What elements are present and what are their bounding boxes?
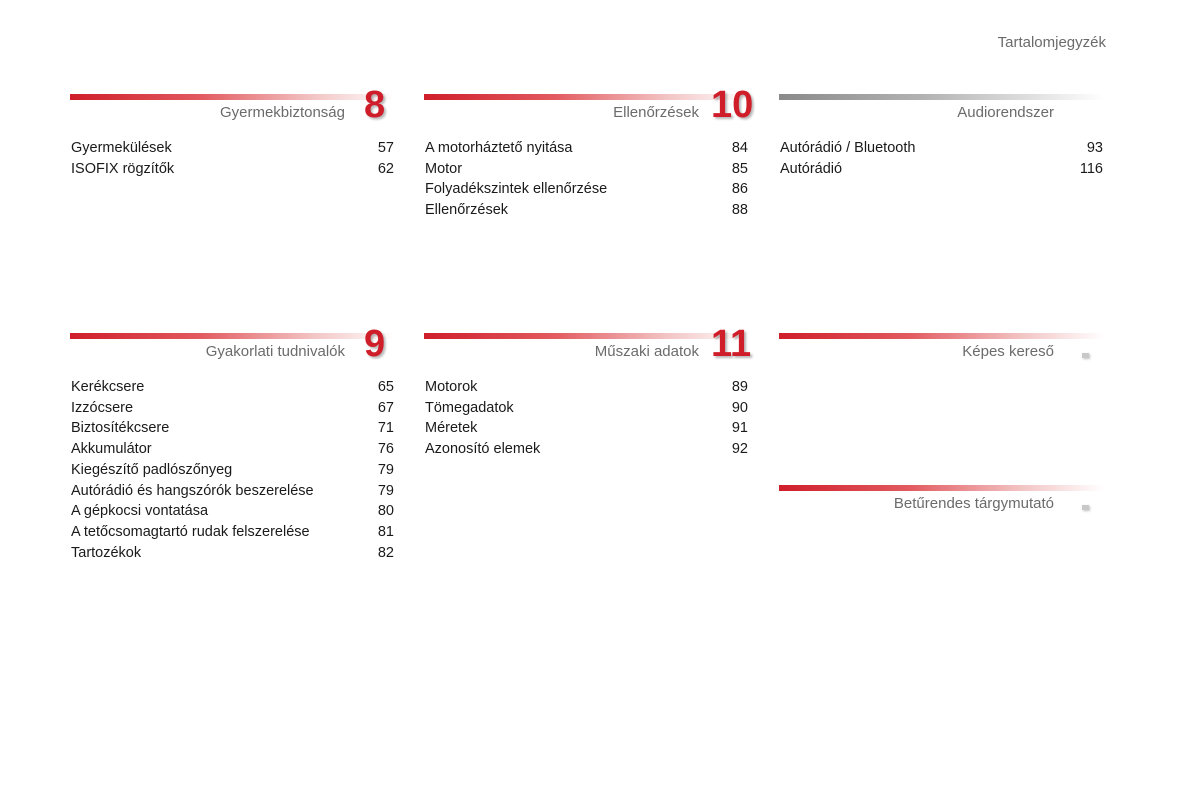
toc-entry-page: 62 [377, 160, 394, 177]
toc-entry-page: 71 [377, 420, 394, 437]
section-number: 9 [364, 323, 386, 365]
toc-entry[interactable] [425, 418, 748, 439]
toc-entry-label: Izzócsere [71, 399, 134, 416]
section-title[interactable]: Audiorendszer [957, 104, 1054, 121]
toc-entry-label: Kerékcsere [71, 379, 145, 395]
toc-list [71, 377, 394, 563]
toc-entry[interactable] [780, 159, 1103, 180]
section-number: 8 [364, 84, 386, 126]
toc-entry-page: 80 [377, 503, 394, 520]
section-title[interactable]: Képes kereső [962, 343, 1054, 360]
section-bar [70, 333, 395, 339]
toc-entry-page: 79 [377, 482, 394, 499]
section-title[interactable]: Műszaki adatok [594, 343, 699, 360]
toc-entry[interactable] [71, 460, 394, 481]
toc-entry[interactable] [425, 439, 748, 460]
section-bar [779, 94, 1104, 100]
toc-entry[interactable] [425, 159, 748, 180]
toc-entry-page: 79 [377, 461, 394, 478]
toc-entry-label: Akkumulátor [71, 441, 152, 458]
toc-entry[interactable] [71, 398, 394, 419]
toc-entry-label: Azonosító elemek [425, 441, 541, 458]
toc-entry[interactable] [71, 377, 394, 398]
toc-entry-label: Méretek [425, 420, 478, 437]
toc-entry-page: 91 [731, 420, 748, 437]
toc-entry[interactable] [71, 159, 394, 180]
toc-entry-page: 92 [731, 441, 748, 458]
toc-entry-page: 81 [377, 523, 394, 540]
section-bar [424, 333, 749, 339]
toc-entry-label: Gyermekülések [71, 140, 172, 156]
toc-entry-page: 67 [377, 399, 394, 416]
toc-entry-page: 76 [377, 441, 394, 458]
toc-entry-label: Motorok [425, 379, 478, 395]
toc-entry-label: Tömegadatok [425, 399, 514, 416]
toc-entry[interactable] [71, 543, 394, 564]
toc-entry-label: Biztosítékcsere [71, 420, 170, 437]
toc-entry-label: Tartozékok [71, 544, 142, 561]
section-bar [70, 94, 395, 100]
toc-entry-page: 116 [1079, 160, 1103, 177]
section-number: 11 [711, 323, 752, 365]
toc-entry-label: Motor [425, 160, 463, 177]
toc-list [425, 138, 748, 221]
toc-entry-page: 89 [731, 379, 748, 395]
section-title[interactable]: Gyakorlati tudnivalók [205, 343, 345, 360]
toc-entry-page: 88 [731, 202, 748, 219]
toc-entry-label: A gépkocsi vontatása [71, 503, 209, 520]
toc-entry-label: A motorháztető nyitása [425, 140, 573, 156]
toc-entry-label: Autórádió és hangszórók beszerelése [71, 482, 314, 499]
toc-entry-page: 85 [731, 160, 748, 177]
toc-entry-label: A tetőcsomagtartó rudak felszerelése [71, 523, 310, 540]
toc-entry[interactable] [71, 481, 394, 502]
toc-entry-page: 84 [731, 140, 748, 156]
toc-entry[interactable] [71, 522, 394, 543]
toc-entry[interactable] [425, 200, 748, 221]
toc-entry-page: 93 [1086, 140, 1103, 156]
section-marker-icon [1082, 353, 1089, 358]
section-title[interactable]: Ellenőrzések [613, 104, 699, 121]
section-number: 10 [711, 84, 754, 126]
toc-entry[interactable] [71, 418, 394, 439]
toc-entry[interactable] [425, 179, 748, 200]
toc-entry-label: ISOFIX rögzítők [71, 160, 175, 177]
toc-entry[interactable] [425, 138, 748, 159]
toc-entry-page: 90 [731, 399, 748, 416]
toc-entry[interactable] [425, 398, 748, 419]
toc-entry[interactable] [71, 439, 394, 460]
section-bar [424, 94, 749, 100]
toc-list [71, 138, 394, 179]
toc-list [780, 138, 1103, 179]
toc-list [425, 377, 748, 460]
toc-entry[interactable] [425, 377, 748, 398]
toc-entry-label: Autórádió [780, 160, 843, 177]
section-bar [779, 485, 1104, 491]
page-title: Tartalomjegyzék [997, 34, 1106, 51]
toc-entry-label: Kiegészítő padlószőnyeg [71, 461, 233, 478]
toc-entry[interactable] [71, 138, 394, 159]
toc-entry-page: 57 [377, 140, 394, 156]
toc-entry-page: 86 [731, 181, 748, 198]
toc-entry[interactable] [71, 501, 394, 522]
section-bar [779, 333, 1104, 339]
section-title[interactable]: Betűrendes tárgymutató [893, 495, 1054, 512]
toc-entry[interactable] [780, 138, 1103, 159]
toc-entry-label: Ellenőrzések [425, 202, 509, 219]
section-marker-icon [1082, 505, 1089, 510]
toc-entry-label: Folyadékszintek ellenőrzése [425, 181, 608, 198]
section-title[interactable]: Gyermekbiztonság [219, 104, 345, 121]
toc-entry-label: Autórádió / Bluetooth [780, 140, 916, 156]
toc-entry-page: 65 [377, 379, 394, 395]
toc-entry-page: 82 [377, 544, 394, 561]
